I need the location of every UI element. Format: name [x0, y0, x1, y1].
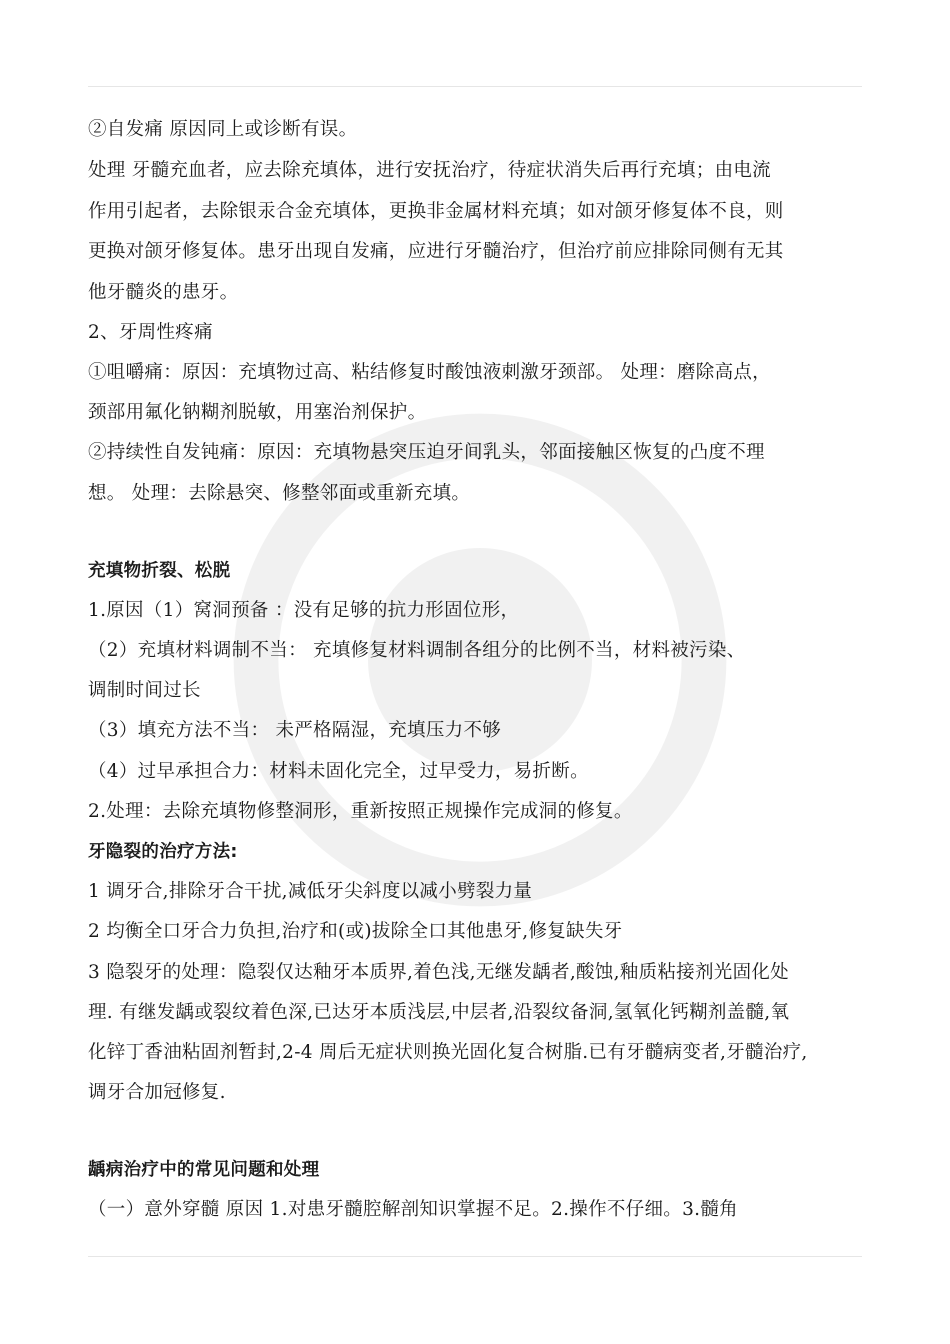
text-line: 调制时间过长 — [88, 680, 201, 701]
text-line: 他牙髓炎的患牙。 — [88, 282, 239, 303]
text-line: 更换对颌牙修复体。患牙出现自发痛，应进行牙髓治疗，但治疗前应排除同侧有无其 — [88, 241, 784, 262]
text-line: 1 调牙合,排除牙合干扰,减低牙尖斜度以减小劈裂力量 — [88, 881, 533, 902]
text-line: 2、牙周性疼痛 — [88, 322, 213, 343]
text-line: （一）意外穿髓 原因 1.对患牙髓腔解剖知识掌握不足。2.操作不仔细。3.髓角 — [88, 1199, 738, 1220]
text-line: （3）填充方法不当： 未严格隔湿，充填压力不够 — [88, 720, 502, 741]
text-line: 处理 牙髓充血者，应去除充填体，进行安抚治疗，待症状消失后再行充填；由电流 — [88, 160, 771, 181]
text-line: 想。 处理：去除悬突、修整邻面或重新充填。 — [88, 483, 471, 504]
text-line: ①咀嚼痛：原因：充填物过高、粘结修复时酸蚀液刺激牙颈部。 处理：磨除高点， — [88, 362, 771, 383]
text-line: 1.原因（1）窝洞预备 ：没有足够的抗力形固位形， — [88, 600, 520, 621]
text-line: ②自发痛 原因同上或诊断有误。 — [88, 119, 358, 140]
text-line: 理. 有继发龋或裂纹着色深,已达牙本质浅层,中层者,沿裂纹备洞,氢氧化钙糊剂盖髓,氧 — [88, 1002, 790, 1023]
section-heading: 充填物折裂、松脱 — [88, 561, 231, 581]
text-line: （2）充填材料调制不当： 充填修复材料调制各组分的比例不当，材料被污染、 — [88, 640, 746, 661]
text-line: 颈部用氟化钠糊剂脱敏，用塞治剂保护。 — [88, 402, 427, 423]
text-line: 调牙合加冠修复. — [88, 1082, 226, 1103]
text-line: ②持续性自发钝痛：原因：充填物悬突压迫牙间乳头，邻面接触区恢复的凸度不理 — [88, 442, 765, 463]
section-heading: 牙隐裂的治疗方法: — [88, 842, 238, 862]
section-heading: 龋病治疗中的常见问题和处理 — [88, 1160, 320, 1180]
header-rule — [88, 86, 862, 87]
text-line: 2.处理：去除充填物修整洞形，重新按照正规操作完成洞的修复。 — [88, 801, 633, 822]
text-line: （4）过早承担合力：材料未固化完全，过早受力，易折断。 — [88, 761, 589, 782]
text-line: 作用引起者，去除银汞合金充填体，更换非金属材料充填；如对颌牙修复体不良，则 — [88, 201, 784, 222]
text-line: 化锌丁香油粘固剂暂封,2-4 周后无症状则换光固化复合树脂.已有牙髓病变者,牙髓治疗, — [88, 1042, 808, 1063]
text-line: 3 隐裂牙的处理：隐裂仅达釉牙本质界,着色浅,无继发龋者,酸蚀,釉质粘接剂光固化处 — [88, 962, 789, 983]
footer-rule — [88, 1256, 862, 1257]
text-line: 2 均衡全口牙合力负担,治疗和(或)拔除全口其他患牙,修复缺失牙 — [88, 921, 623, 942]
